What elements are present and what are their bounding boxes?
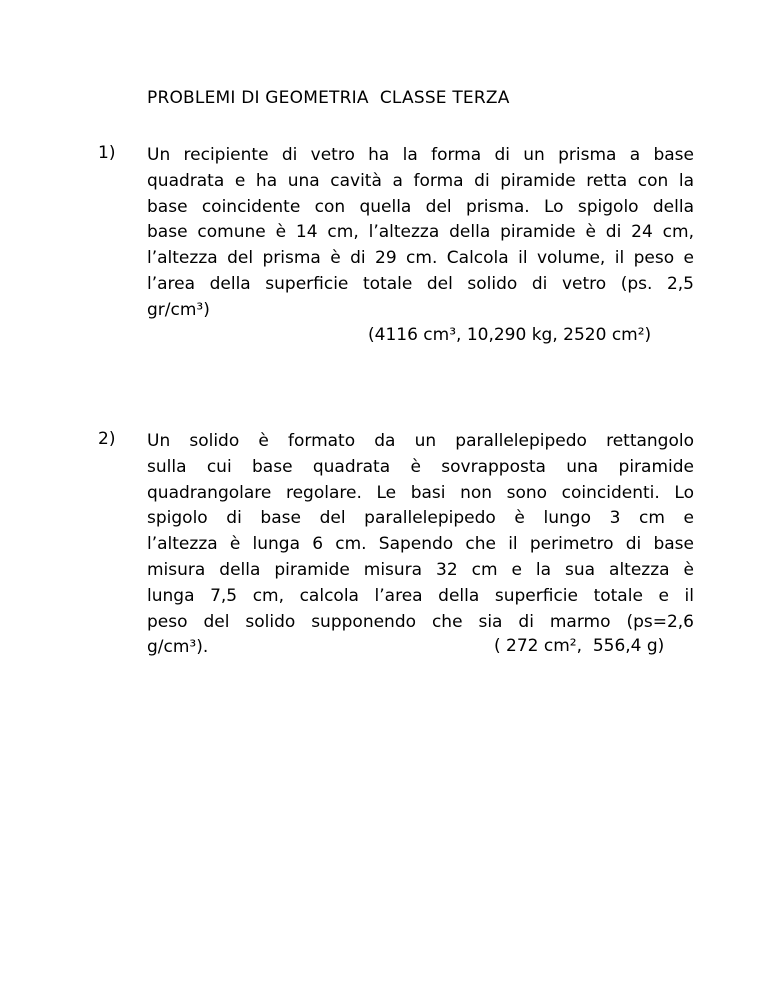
text-line: Un recipiente di vetro ha la forma di un prisma a base	[147, 145, 694, 165]
text-line: misura della piramide misura 32 cm e la sua altezza è	[147, 559, 694, 580]
text-line: peso del solido supponendo che sia di marmo (ps=2,6	[147, 611, 694, 632]
text-line: l’altezza del prisma è di 29 cm. Calcola il volume, il peso e	[147, 248, 694, 269]
problem-text	[147, 143, 694, 324]
text-line: l’altezza è lunga 6 cm. Sapendo che il perimetro di base	[147, 534, 694, 555]
page-title: PROBLEMI DI GEOMETRIA CLASSE TERZA	[147, 88, 510, 108]
text-line: g/cm³).	[147, 637, 209, 658]
problem-1-answer: (4116 cm³, 10,290 kg, 2520 cm²)	[368, 325, 652, 345]
text-line: gr/cm³)	[147, 299, 210, 320]
text-line: sulla cui base quadrata è sovrapposta una piramide	[147, 456, 694, 477]
problem-text	[147, 429, 694, 661]
text-line: l’area della superficie totale del solido di vetro (ps. 2,5	[147, 273, 694, 294]
text-line: base comune è 14 cm, l’altezza della piramide è di 24 cm,	[147, 222, 694, 243]
problem-2-answer: ( 272 cm², 556,4 g)	[494, 636, 665, 656]
text-line: base coincidente con quella del prisma. Lo spigolo della	[147, 196, 694, 217]
problem-number: 2)	[98, 429, 116, 449]
text-line: Un solido è formato da un parallelepipedo rettangolo	[147, 431, 694, 451]
problem-number: 1)	[98, 143, 116, 163]
text-line: quadrata e ha una cavità a forma di piramide retta con la	[147, 170, 694, 191]
text-line: lunga 7,5 cm, calcola l’area della superficie totale e il	[147, 585, 694, 606]
text-line: quadrangolare regolare. Le basi non sono coincidenti. Lo	[147, 482, 694, 503]
text-line: spigolo di base del parallelepipedo è lungo 3 cm e	[147, 508, 694, 529]
